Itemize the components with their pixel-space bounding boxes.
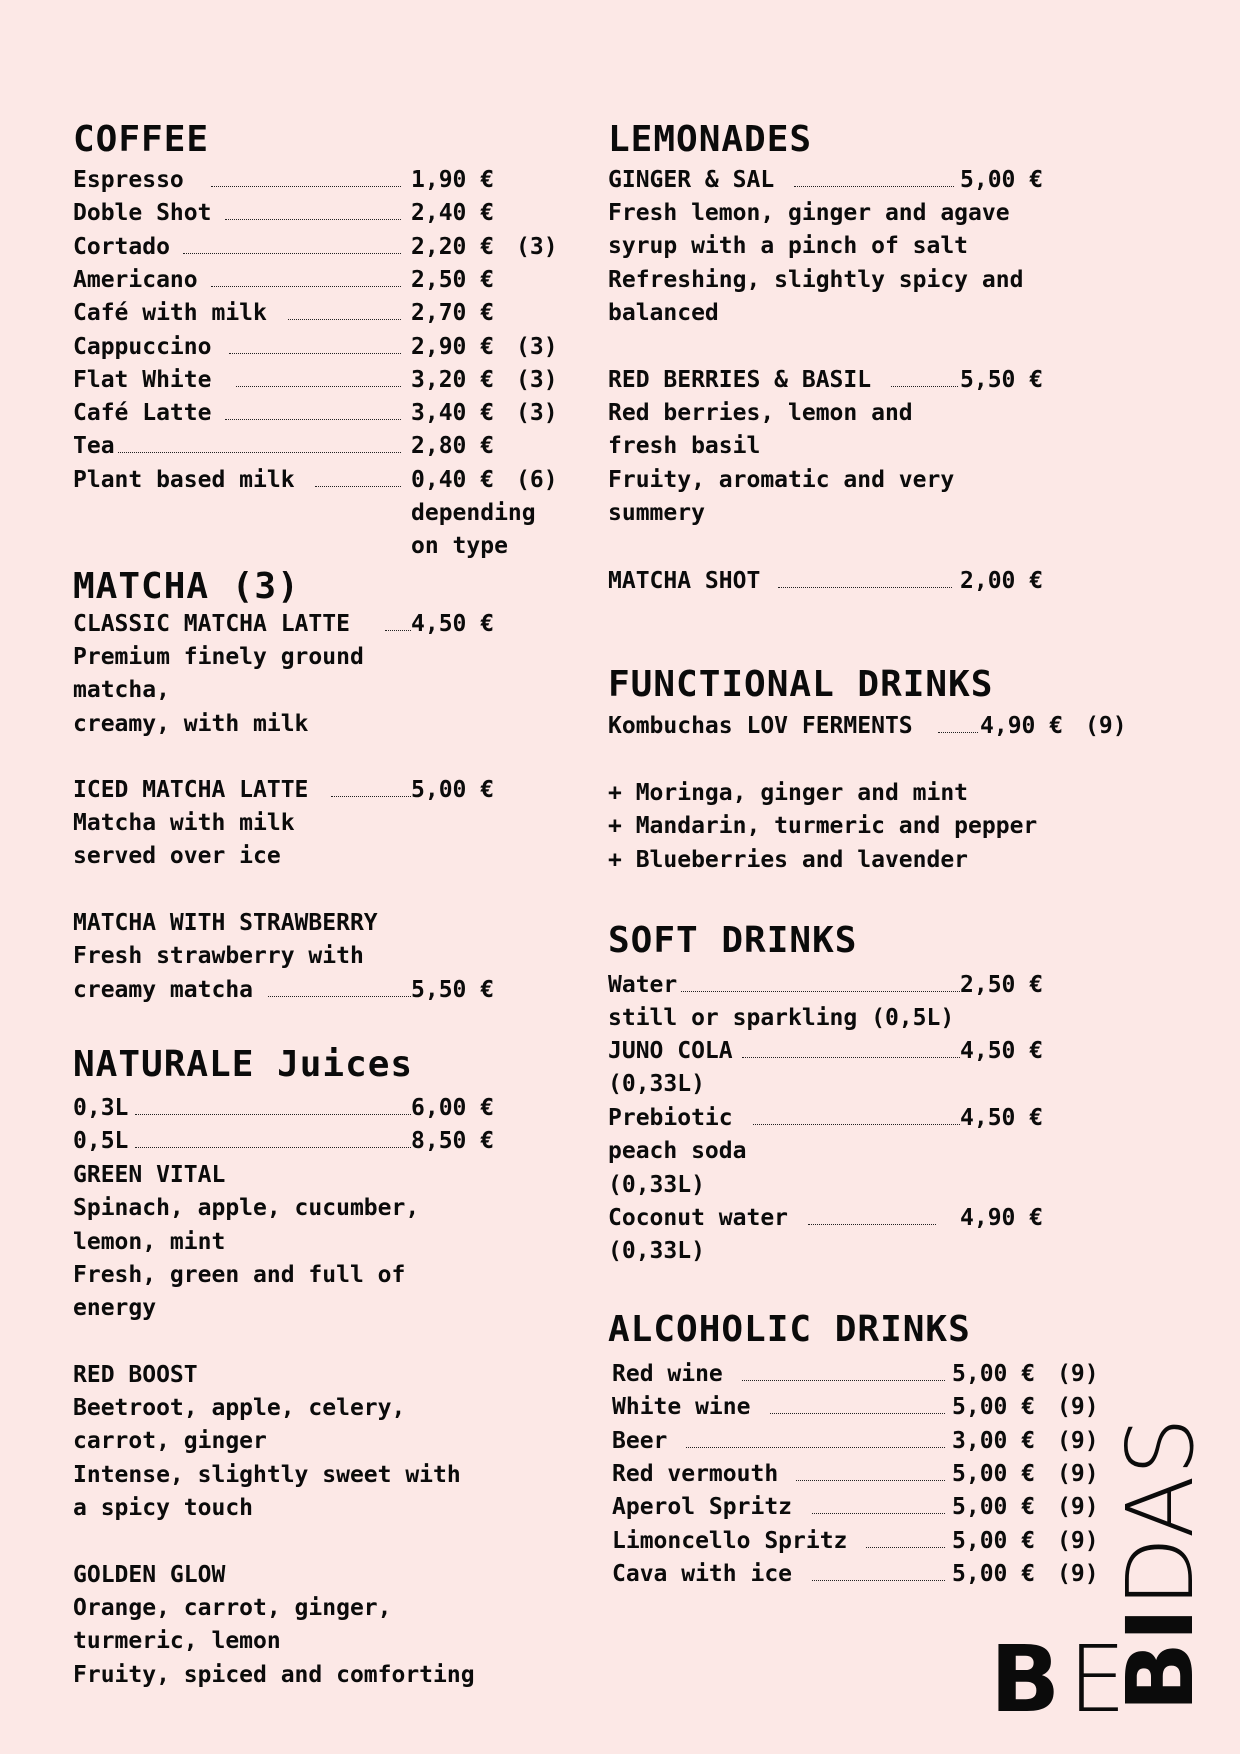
item-description: still or sparkling (0,5L): [608, 1005, 955, 1032]
logo-letter-e: E: [1068, 1626, 1127, 1733]
item-name: Plant based milk: [73, 466, 295, 493]
item-description: Fresh strawberry with: [73, 943, 364, 969]
item-price: 3,00 €: [952, 1427, 1036, 1454]
item-name: JUNO COLA: [608, 1038, 733, 1064]
coffee-heading: COFFEE: [73, 119, 210, 160]
logo-letter-b: B: [990, 1626, 1061, 1733]
dotted-leader: [812, 1513, 945, 1514]
item-name: Red vermouth: [612, 1460, 779, 1487]
item-name: CLASSIC MATCHA LATTE: [73, 611, 350, 637]
dotted-leader: [938, 732, 978, 733]
item-note: (9): [1057, 1560, 1099, 1587]
dotted-leader: [796, 1480, 945, 1481]
item-description: carrot, ginger: [73, 1428, 267, 1455]
item-name: Cava with ice: [612, 1560, 793, 1587]
lemonades-heading: LEMONADES: [608, 119, 813, 160]
item-description: peach soda: [608, 1138, 747, 1165]
item-description: (0,33L): [608, 1171, 705, 1198]
dotted-leader: [135, 1114, 411, 1115]
dotted-leader: [794, 186, 954, 187]
item-description: turmeric, lemon: [73, 1628, 281, 1655]
item-description: balanced: [608, 299, 719, 326]
item-description: energy: [73, 1295, 157, 1322]
item-description: Intense, slightly sweet with: [73, 1461, 461, 1488]
dotted-leader: [742, 1057, 960, 1058]
lemonade-item: [608, 165, 1148, 195]
item-name: White wine: [612, 1394, 751, 1421]
dotted-leader: [225, 219, 401, 220]
item-note: (9): [1057, 1460, 1099, 1487]
dotted-leader: [891, 386, 958, 387]
coffee-item: [73, 398, 613, 428]
item-price: 2,00 €: [960, 568, 1044, 594]
item-name: Limoncello Spritz: [612, 1527, 848, 1554]
item-note: (9): [1057, 1494, 1099, 1521]
item-name: Prebiotic: [608, 1105, 733, 1131]
item-name: Coconut water: [608, 1205, 789, 1231]
coffee-item: [73, 365, 613, 395]
item-name: ICED MATCHA LATTE: [73, 777, 309, 803]
item-description: (0,33L): [608, 1071, 705, 1098]
item-name: Beer: [612, 1427, 668, 1454]
item-price: 5,00 €: [411, 777, 495, 803]
alcohol-heading: ALCOHOLIC DRINKS: [608, 1309, 971, 1350]
item-name: Tea: [73, 433, 115, 460]
matcha-item: [73, 609, 613, 639]
item-price: 2,40 €: [411, 200, 495, 227]
logo-das: DAS: [1107, 1417, 1214, 1608]
dotted-leader: [229, 353, 401, 354]
dotted-leader: [753, 1124, 960, 1125]
item-price: 2,50 €: [411, 266, 495, 293]
soft-item: [608, 1103, 1148, 1133]
item-name: 0,5L: [73, 1128, 129, 1155]
dotted-leader: [686, 1447, 945, 1448]
lemonade-item: [608, 566, 1148, 596]
coffee-item: [73, 165, 613, 195]
item-name: creamy matcha: [73, 977, 254, 1003]
kombucha-item: [608, 711, 1148, 741]
item-price: 2,20 €: [411, 233, 495, 260]
coffee-extra-note: on type: [411, 533, 508, 560]
dotted-leader: [135, 1147, 411, 1148]
item-price: 2,70 €: [411, 300, 495, 327]
coffee-item: [73, 298, 613, 328]
item-price: 2,90 €: [411, 333, 495, 360]
dotted-leader: [225, 419, 401, 420]
dotted-leader: [866, 1547, 945, 1548]
item-description: Fresh lemon, ginger and agave: [608, 200, 1010, 226]
item-price: 5,50 €: [411, 977, 495, 1003]
coffee-item: [73, 265, 613, 295]
item-description: Beetroot, apple, celery,: [73, 1395, 406, 1422]
dotted-leader: [812, 1580, 945, 1581]
item-price: 5,50 €: [960, 367, 1044, 393]
item-price: 4,50 €: [960, 1105, 1044, 1131]
item-name: GOLDEN GLOW: [73, 1561, 226, 1588]
juice-size: [73, 1093, 613, 1123]
dotted-leader: [331, 796, 411, 797]
item-description: (0,33L): [608, 1238, 705, 1265]
soft-item: [608, 1036, 1148, 1066]
flavor-option: + Blueberries and lavender: [608, 846, 969, 873]
item-price: 5,00 €: [952, 1460, 1036, 1487]
alcohol-item: [612, 1359, 1152, 1389]
item-price: 3,40 €: [411, 400, 495, 427]
item-description: served over ice: [73, 843, 281, 870]
logo-vertical-word: [1107, 1417, 1214, 1712]
item-name: Café with milk: [73, 300, 267, 327]
item-price: 4,50 €: [960, 1038, 1044, 1064]
functional-heading: FUNCTIONAL DRINKS: [608, 664, 994, 705]
item-name: 0,3L: [73, 1095, 129, 1121]
item-name: Doble Shot: [73, 200, 212, 227]
dotted-leader: [315, 486, 401, 487]
item-name: RED BERRIES & BASIL: [608, 367, 872, 393]
item-name: Cortado: [73, 233, 170, 260]
item-name: GREEN VITAL: [73, 1162, 226, 1188]
brand-logo: [990, 1417, 1214, 1733]
item-description: Spinach, apple, cucumber,: [73, 1195, 420, 1222]
item-description: Fresh, green and full of: [73, 1261, 406, 1288]
item-price: 1,90 €: [411, 167, 495, 193]
item-name: Cappuccino: [73, 333, 212, 360]
item-description: creamy, with milk: [73, 710, 309, 737]
item-price: 6,00 €: [411, 1095, 495, 1121]
item-price: 2,50 €: [960, 972, 1044, 998]
soft-item: [608, 970, 1148, 1000]
item-price: 8,50 €: [411, 1128, 495, 1155]
flavor-option: + Moringa, ginger and mint: [608, 780, 969, 806]
juices-heading: NATURALE Juices: [73, 1044, 414, 1085]
dotted-leader: [808, 1224, 936, 1225]
dotted-leader: [742, 1380, 945, 1381]
dotted-leader: [681, 991, 960, 992]
item-description: Refreshing, slightly spicy and: [608, 266, 1024, 293]
matcha-item: [73, 975, 613, 1005]
dotted-leader: [236, 386, 401, 387]
item-name: GINGER & SAL: [608, 167, 775, 193]
dotted-leader: [385, 630, 411, 631]
item-description: Fruity, aromatic and very: [608, 466, 955, 493]
item-note: (3): [516, 400, 558, 427]
item-price: 4,90 €: [960, 1205, 1044, 1231]
item-price: 4,90 €: [980, 713, 1064, 739]
item-name: Americano: [73, 266, 198, 293]
lemonade-item: [608, 365, 1148, 395]
item-price: 5,00 €: [960, 167, 1044, 193]
item-note: (9): [1085, 713, 1127, 739]
item-description: fresh basil: [608, 433, 761, 460]
item-name: Espresso: [73, 167, 184, 193]
item-price: 5,00 €: [952, 1394, 1036, 1421]
dotted-leader: [211, 186, 401, 187]
item-name: Kombuchas LOV FERMENTS: [608, 713, 913, 739]
item-note: (3): [516, 333, 558, 360]
coffee-item: [73, 232, 613, 262]
item-note: (9): [1057, 1427, 1099, 1454]
coffee-extra-note: depending: [411, 500, 536, 526]
item-note: (9): [1057, 1394, 1099, 1421]
item-description: Orange, carrot, ginger,: [73, 1594, 392, 1621]
dotted-leader: [118, 452, 401, 453]
item-description: syrup with a pinch of salt: [608, 233, 969, 260]
item-description: Fruity, spiced and comforting: [73, 1661, 475, 1688]
coffee-item: [73, 332, 613, 362]
matcha-item: [73, 775, 613, 805]
item-note: (3): [516, 366, 558, 393]
item-description: Red berries, lemon and: [608, 400, 913, 426]
item-note: (6): [516, 466, 558, 493]
item-name: RED BOOST: [73, 1361, 198, 1388]
item-note: (9): [1057, 1527, 1099, 1554]
item-description: summery: [608, 499, 705, 526]
item-description: Matcha with milk: [73, 810, 295, 836]
item-price: 5,00 €: [952, 1361, 1036, 1387]
item-price: 4,50 €: [411, 611, 495, 637]
juice-size: [73, 1126, 613, 1156]
item-name: Aperol Spritz: [612, 1494, 793, 1521]
dotted-leader: [770, 1413, 945, 1414]
soft-item: [608, 1203, 1148, 1233]
item-price: 5,00 €: [952, 1527, 1036, 1554]
item-description: a spicy touch: [73, 1495, 254, 1521]
item-name: MATCHA WITH STRAWBERRY: [73, 910, 378, 936]
item-price: 3,20 €: [411, 366, 495, 393]
dotted-leader: [211, 286, 401, 287]
item-name: Flat White: [73, 366, 212, 393]
item-name: MATCHA SHOT: [608, 568, 761, 594]
item-note: (9): [1057, 1361, 1099, 1387]
item-description: Premium finely ground: [73, 644, 364, 670]
coffee-item: [73, 465, 613, 495]
alcohol-item: [612, 1392, 1152, 1422]
matcha-heading: MATCHA (3): [73, 566, 300, 607]
coffee-item: [73, 431, 613, 461]
coffee-item: [73, 198, 613, 228]
item-name: Water: [608, 972, 678, 998]
item-price: 5,00 €: [952, 1494, 1036, 1521]
item-description: lemon, mint: [73, 1228, 226, 1255]
dotted-leader: [183, 253, 401, 254]
dotted-leader: [268, 996, 411, 997]
dotted-leader: [778, 587, 952, 588]
item-price: 5,00 €: [952, 1560, 1036, 1587]
dotted-leader: [288, 319, 401, 320]
item-description: matcha,: [73, 677, 170, 704]
item-price: 0,40 €: [411, 466, 495, 493]
flavor-option: + Mandarin, turmeric and pepper: [608, 813, 1038, 840]
item-note: (3): [516, 233, 558, 260]
soft-heading: SOFT DRINKS: [608, 920, 858, 961]
logo-bi: BI: [1107, 1607, 1214, 1712]
item-price: 2,80 €: [411, 433, 495, 460]
item-name: Red wine: [612, 1361, 723, 1387]
item-name: Café Latte: [73, 400, 212, 427]
